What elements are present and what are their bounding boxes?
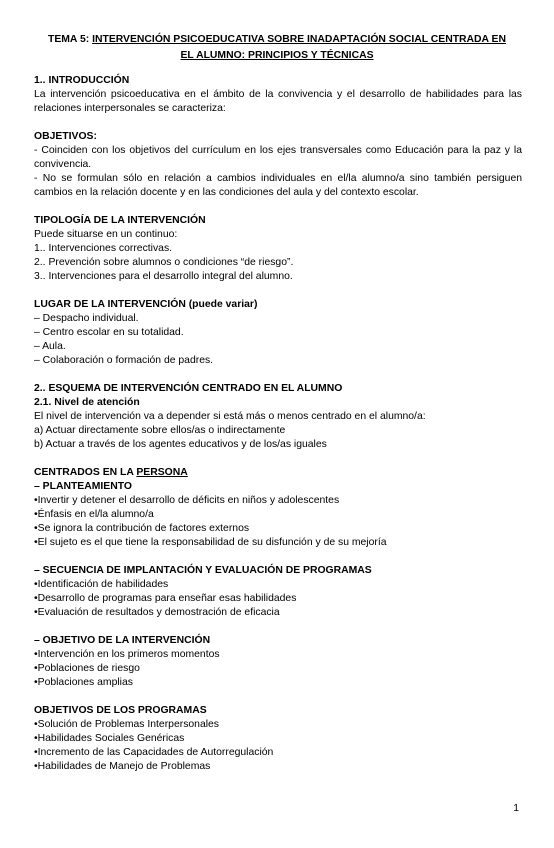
lugar-item-2: – Centro escolar en su totalidad.: [34, 327, 184, 338]
section-heading-lugar: LUGAR DE LA INTERVENCIÓN (puede variar): [34, 299, 258, 310]
objetivo-item-2: •Poblaciones de riesgo: [34, 663, 140, 674]
programas-item-3: •Incremento de las Capacidades de Autorregulación: [34, 747, 274, 758]
objetivo-item-3: •Poblaciones amplias: [34, 677, 133, 688]
esquema-intro: El nivel de intervención va a depender si está más o menos centrado en el alumno/a:: [34, 411, 426, 422]
planteamiento-item-2: •Énfasis en el/la alumno/a: [34, 509, 154, 520]
section-heading-esquema: 2.. ESQUEMA DE INTERVENCIÓN CENTRADO EN EL ALUMNO: [34, 383, 343, 394]
section-heading-introduccion: 1.. INTRODUCCIÓN: [34, 75, 130, 86]
tipologia-item-3: 3.. Intervenciones para el desarrollo integral del alumno.: [34, 271, 293, 282]
lugar-item-1: – Despacho individual.: [34, 313, 139, 324]
planteamiento-item-1: •Invertir y detener el desarrollo de déficits en niños y adolescentes: [34, 495, 340, 506]
secuencia-item-1: •Identificación de habilidades: [34, 579, 169, 590]
tipologia-intro: Puede situarse en un continuo:: [34, 229, 178, 240]
programas-item-1: •Solución de Problemas Interpersonales: [34, 719, 220, 730]
secuencia-item-3: •Evaluación de resultados y demostración de eficacia: [34, 607, 280, 618]
subheading-nivel-atencion: 2.1. Nivel de atención: [34, 397, 140, 408]
esquema-item-a: a) Actuar directamente sobre ellos/as o indirectamente: [34, 425, 286, 436]
objetivos-item-1: - Coinciden con los objetivos del currículum en los ejes transversales como Educación para la paz y la convivencia.: [34, 145, 522, 170]
objetivo-item-1: •Intervención en los primeros momentos: [34, 649, 220, 660]
objetivos-item-2: - No se formulan sólo en relación a cambios individuales en el/la alumno/a sino también persiguen cambios en la relación docente y en las condiciones del aula y del contexto escolar.: [34, 173, 522, 198]
esquema-item-b: b) Actuar a través de los agentes educativos y de los/as iguales: [34, 439, 327, 450]
lugar-item-4: – Colaboración o formación de padres.: [34, 355, 214, 366]
secuencia-item-2: •Desarrollo de programas para enseñar esas habilidades: [34, 593, 297, 604]
tipologia-item-1: 1.. Intervenciones correctivas.: [34, 243, 173, 254]
subheading-secuencia: – SECUENCIA DE IMPLANTACIÓN Y EVALUACIÓN DE PROGRAMAS: [34, 565, 372, 576]
persona-heading-underlined: PERSONA: [136, 467, 188, 478]
programas-item-2: •Habilidades Sociales Genéricas: [34, 733, 185, 744]
planteamiento-item-3: •Se ignora la contribución de factores externos: [34, 523, 250, 534]
subheading-planteamiento: – PLANTEAMIENTO: [34, 481, 132, 492]
subheading-objetivos-programas: OBJETIVOS DE LOS PROGRAMAS: [34, 705, 207, 716]
introduccion-text: La intervención psicoeducativa en el ámbito de la convivencia y el desarrollo de habilidades para las relaciones interpersonales se caracteriza:: [34, 89, 522, 114]
title-line-1: INTERVENCIÓN PSICOEDUCATIVA SOBRE INADAPTACIÓN SOCIAL CENTRADA EN: [92, 34, 506, 45]
persona-heading-prefix: CENTRADOS EN LA: [34, 467, 137, 478]
page-number: 1: [513, 803, 519, 814]
section-heading-tipologia: TIPOLOGÍA DE LA INTERVENCIÓN: [34, 215, 206, 226]
programas-item-4: •Habilidades de Manejo de Problemas: [34, 761, 211, 772]
lugar-item-3: – Aula.: [34, 341, 66, 352]
section-heading-persona: [34, 466, 522, 480]
document-title: [34, 32, 520, 64]
subheading-objetivo-intervencion: – OBJETIVO DE LA INTERVENCIÓN: [34, 635, 211, 646]
document-body: [34, 74, 522, 774]
title-prefix: TEMA 5:: [48, 34, 93, 45]
tipologia-item-2: 2.. Prevención sobre alumnos o condiciones “de riesgo”.: [34, 257, 294, 268]
title-line-2: EL ALUMNO: PRINCIPIOS Y TÉCNICAS: [180, 50, 374, 61]
section-heading-objetivos: OBJETIVOS:: [34, 131, 97, 142]
planteamiento-item-4: •El sujeto es el que tiene la responsabilidad de su disfunción y de su mejoría: [34, 537, 387, 548]
